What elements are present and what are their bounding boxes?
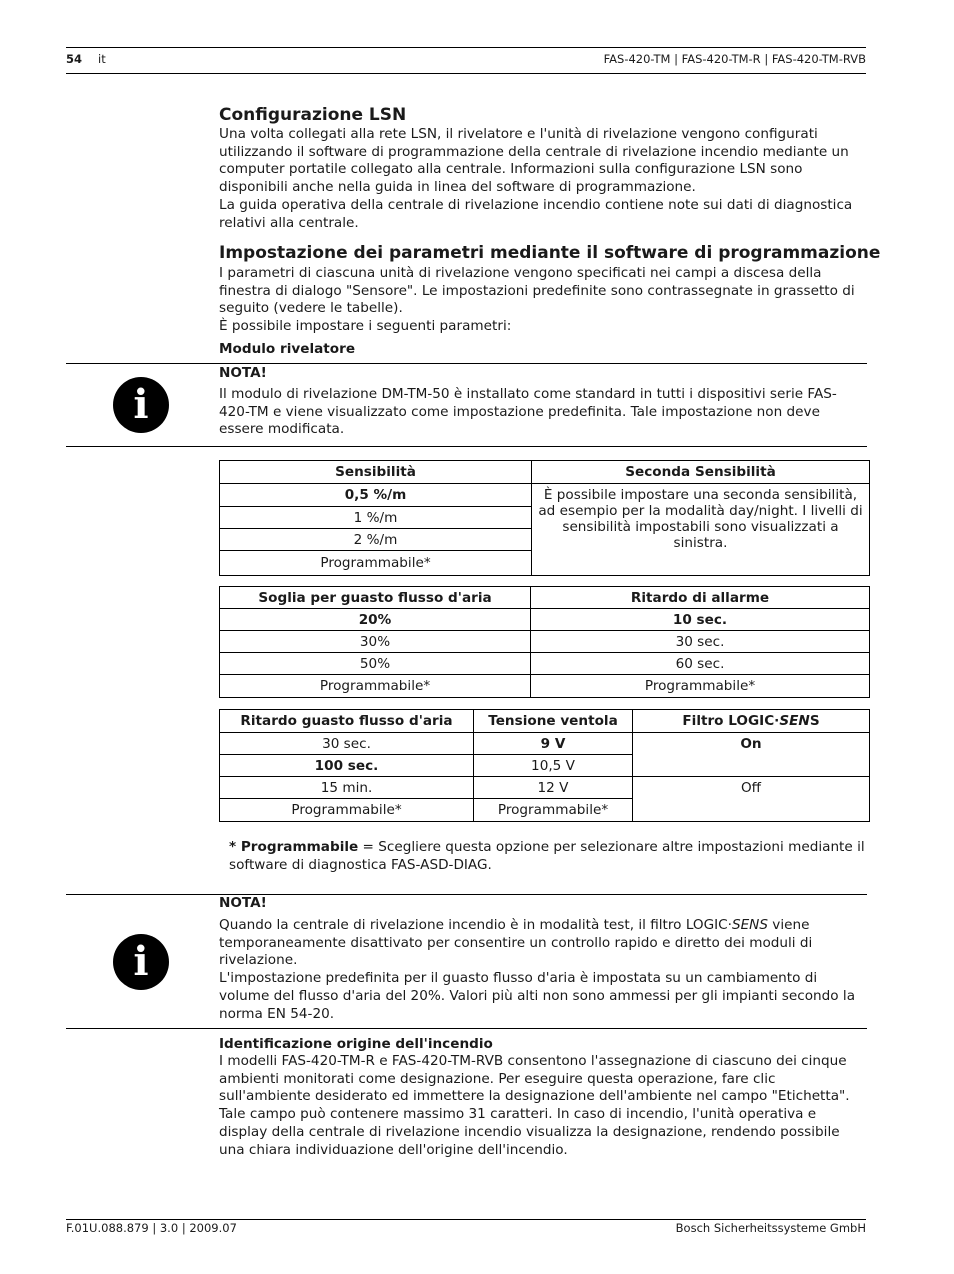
note2-body: [219, 917, 855, 1023]
text-line: I parametri di ciascuna unità di rivelazione vengono specificati nei campi a discesa della: [219, 265, 822, 281]
footer-company: Bosch Sicherheitssysteme GmbH: [675, 1221, 866, 1235]
text-line: display della centrale di rivelazione incendio visualizza la designazione, rendendo possibile: [219, 1123, 840, 1140]
text-line: 420-TM e viene visualizzato come impostazione predefinita. Tale impostazione non deve: [219, 403, 820, 420]
text-line: L'impostazione predefinita per il guasto flusso d'aria è impostata su un cambiamento di: [219, 970, 818, 987]
text-line: sinistra.: [673, 535, 728, 551]
text-line: finestra di dialogo "Sensore". Le impostazioni predefinite sono contrassegnate in grassetto di: [219, 282, 855, 299]
text-line: essere modificata.: [219, 421, 345, 438]
note2-top-rule: [66, 894, 867, 895]
airflow-alarm-table: [219, 586, 870, 698]
text-line: software di diagnostica FAS-ASD-DIAG.: [229, 856, 492, 873]
table-header: Sensibilità: [220, 461, 532, 484]
table-cell: 30 sec.: [220, 733, 474, 755]
text-line: È possibile impostare una seconda sensibilità,: [543, 487, 858, 503]
note1-top-rule: [66, 363, 867, 364]
table-cell: Off: [633, 777, 870, 822]
header-bottom-rule: [66, 73, 866, 74]
text-line: una chiara individuazione dell'origine dell'incendio.: [219, 1141, 568, 1158]
text-line: ambienti monitorati come designazione. Per eseguire questa operazione, fare clic: [219, 1070, 776, 1087]
subheading-fire-origin: Identificazione origine dell'incendio: [219, 1036, 493, 1052]
text-line: Il modulo di rivelazione DM-TM-50 è installato come standard in tutti i dispositivi serie FAS-: [219, 386, 837, 402]
table-cell: 12 V: [474, 777, 633, 799]
info-icon: i: [113, 934, 169, 990]
header-top-rule: [66, 47, 866, 48]
text-line: sull'ambiente desiderato ed immettere la designazione dell'ambiente nel campo "Etichetta".: [219, 1088, 850, 1105]
table-cell: Programmabile*: [220, 799, 474, 822]
section-parameters-body: [219, 265, 855, 336]
text-line: utilizzando il software di programmazione della centrale di rivelazione incendio mediante un: [219, 143, 849, 160]
text-line: sensibilità impostabili sono visualizzati a: [562, 519, 839, 535]
text-line: volume del flusso d'aria del 20%. Valori più alti non sono ammessi per gli impianti secondo la: [219, 987, 856, 1004]
section-title-parameters: Impostazione dei parametri mediante il software di programmazione: [219, 243, 881, 263]
second-sensitivity-description: [532, 484, 870, 576]
text-line: La guida operativa della centrale di rivelazione incendio contiene note sui dati di diagnostica: [219, 196, 853, 213]
table-cell: 60 sec.: [531, 653, 870, 675]
footnote: [229, 839, 869, 874]
page-number: 54: [66, 52, 83, 66]
text-line: relativi alla centrale.: [219, 214, 359, 231]
section-title-lsn: Configurazione LSN: [219, 105, 407, 125]
text-line: rivelazione.: [219, 952, 298, 969]
footer-rule: [66, 1219, 866, 1220]
table-cell: Programmabile*: [220, 551, 532, 576]
table-cell: 1 %/m: [220, 507, 532, 529]
text-line: computer portatile collegato alla centrale. Informazioni sulla configurazione LSN sono: [219, 161, 803, 178]
note1-title: NOTA!: [219, 365, 267, 381]
table-header: Ritardo di allarme: [531, 587, 870, 609]
text-line: temporaneamente disattivato per consentire un controllo rapido e diretto dei moduli di: [219, 934, 813, 951]
table-cell: 10,5 V: [474, 755, 633, 777]
table-header: Tensione ventola: [474, 710, 633, 733]
language-code: it: [98, 52, 106, 66]
note2-bottom-rule: [66, 1028, 867, 1029]
note1-bottom-rule: [66, 446, 867, 447]
text-line: I modelli FAS-420-TM-R e FAS-420-TM-RVB consentono l'assegnazione di ciascuno dei cinque: [219, 1053, 847, 1069]
text-line: È possibile impostare i seguenti parametri:: [219, 318, 512, 335]
table-cell: 30%: [220, 631, 531, 653]
table-cell: Programmabile*: [220, 675, 531, 698]
text-line: Una volta collegati alla rete LSN, il rivelatore e l'unità di rivelazione vengono configurati: [219, 126, 818, 142]
text-line: Quando la centrale di rivelazione incendio è in modalità test, il filtro LOGIC·SENS viene: [219, 917, 810, 933]
table-header: Ritardo guasto flusso d'aria: [220, 710, 474, 733]
table-cell: 15 min.: [220, 777, 474, 799]
table-cell: 10 sec.: [531, 609, 870, 631]
table-header: Seconda Sensibilità: [532, 461, 870, 484]
footer-doc-id: F.01U.088.879 | 3.0 | 2009.07: [66, 1221, 237, 1235]
table-cell: 2 %/m: [220, 529, 532, 551]
text-line: norma EN 54-20.: [219, 1005, 335, 1022]
table-header-logic-sens: Filtro LOGIC·SENS: [633, 710, 870, 733]
footnote-bold: * Programmabile: [229, 839, 359, 855]
table-cell: Programmabile*: [474, 799, 633, 822]
footnote-text: = Scegliere questa opzione per selezionare altre impostazioni mediante il: [358, 839, 865, 855]
text-line: ad esempio per la modalità day/night. I livelli di: [538, 503, 863, 519]
table-cell: On: [633, 733, 870, 777]
table-cell: 20%: [220, 609, 531, 631]
document-title: FAS-420-TM | FAS-420-TM-R | FAS-420-TM-RVB: [603, 52, 866, 66]
table-header: Soglia per guasto flusso d'aria: [220, 587, 531, 609]
airflow-fan-filter-table: [219, 709, 870, 822]
table-cell: 100 sec.: [220, 755, 474, 777]
text-line: Tale campo può contenere massimo 31 caratteri. In caso di incendio, l'unità operativa e: [219, 1106, 817, 1123]
table-cell: 30 sec.: [531, 631, 870, 653]
info-icon: i: [113, 377, 169, 433]
section-lsn-body: [219, 126, 852, 232]
sensitivity-table: [219, 460, 870, 576]
table-cell: 9 V: [474, 733, 633, 755]
table-cell: 50%: [220, 653, 531, 675]
table-cell: 0,5 %/m: [220, 484, 532, 507]
text-line: seguito (vedere le tabelle).: [219, 300, 403, 317]
note1-body: [219, 386, 837, 439]
text-line: disponibili anche nella guida in linea del software di programmazione.: [219, 179, 696, 196]
table-cell: Programmabile*: [531, 675, 870, 698]
note2-title: NOTA!: [219, 895, 267, 911]
section-fire-origin-body: [219, 1053, 850, 1159]
subheading-detector-module: Modulo rivelatore: [219, 341, 356, 357]
